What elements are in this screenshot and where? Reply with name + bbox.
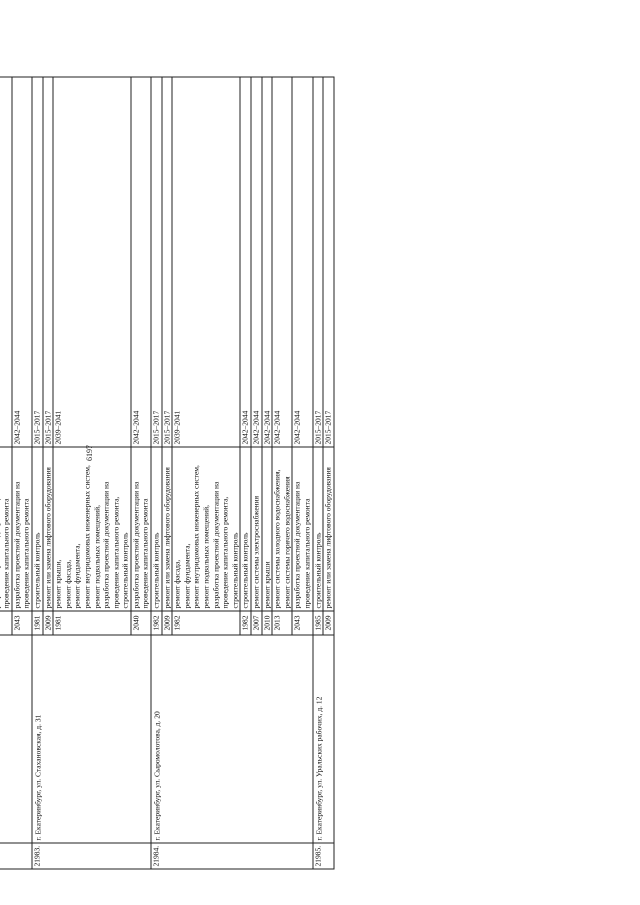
works-cell xyxy=(53,447,131,611)
work-line: проведение капитального ремонта xyxy=(302,498,312,609)
period-cell: 2042–2044 xyxy=(12,77,32,447)
work-line: проведение капитального ремонта xyxy=(140,498,150,609)
object-number: 21983. xyxy=(32,843,151,869)
year-cell xyxy=(0,611,12,635)
year-cell: 1982 xyxy=(172,611,240,635)
work-line: ремонт подвальных помещений, xyxy=(92,505,101,609)
year-cell: 2009 xyxy=(43,611,54,635)
works-cell xyxy=(162,447,173,611)
work-line: строительный контроль xyxy=(240,532,250,609)
period-cell: 2042–2044 xyxy=(131,77,151,447)
works-cell xyxy=(240,447,251,611)
work-line: ремонт крыши, xyxy=(53,559,63,609)
period-cell: 2015–2017 xyxy=(151,77,162,447)
year-cell: 1982 xyxy=(240,611,251,635)
works-cell xyxy=(32,447,43,611)
work-line: ремонт фасада, xyxy=(172,559,182,609)
year-cell: 2010 xyxy=(262,611,273,635)
work-line: разработка проектной документации на xyxy=(131,481,141,609)
work-line: разработка проектной документации на xyxy=(211,481,221,609)
works-cell xyxy=(131,447,151,611)
year-cell: 2009 xyxy=(323,611,334,635)
work-line: проведение капитального ремонта xyxy=(21,498,31,609)
work-line: строительный контроль xyxy=(151,532,161,609)
works-cell xyxy=(292,447,312,611)
period-cell: 2015–2017 xyxy=(32,77,43,447)
work-line: ремонт фасада, xyxy=(63,559,73,609)
period-cell xyxy=(0,77,12,447)
rotated-table-container xyxy=(0,78,414,870)
period-cell: 2042–2044 xyxy=(272,77,292,447)
works-cell xyxy=(172,447,240,611)
year-cell: 2043 xyxy=(292,611,312,635)
year-cell: 2013 xyxy=(272,611,292,635)
work-line: ремонт крыши xyxy=(262,561,272,609)
object-address: г. Екатеринбург, ул. Уральских рабочих, д. 12 xyxy=(313,635,334,843)
period-cell: 2039–2041 xyxy=(172,77,240,447)
table-row xyxy=(32,77,43,869)
period-cell: 2042–2044 xyxy=(240,77,251,447)
year-cell: 1982 xyxy=(151,611,162,635)
year-cell: 1985 xyxy=(313,611,324,635)
work-line: ремонт внутридомовых инженерных систем, xyxy=(191,465,201,609)
work-line: ремонт фундамента, xyxy=(72,543,82,609)
work-line: строительный контроль xyxy=(230,532,240,609)
work-line: разработка проектной документации на xyxy=(292,481,302,609)
table-body xyxy=(0,77,334,869)
works-cell xyxy=(0,447,12,611)
period-cell: 2015–2017 xyxy=(43,77,54,447)
year-cell: 2043 xyxy=(12,611,32,635)
work-line: проведение капитального ремонта, xyxy=(220,496,230,609)
works-cell xyxy=(251,447,262,611)
works-cell xyxy=(43,447,54,611)
period-cell: 2015–2017 xyxy=(313,77,324,447)
object-address xyxy=(0,635,32,843)
year-cell: 1981 xyxy=(53,611,131,635)
works-cell xyxy=(12,447,32,611)
table-row xyxy=(313,77,324,869)
work-line: строительный контроль xyxy=(120,532,130,609)
object-number: 21985. xyxy=(313,843,334,869)
works-cell xyxy=(151,447,162,611)
year-cell: 2007 xyxy=(251,611,262,635)
capital-repair-table xyxy=(0,77,334,870)
year-cell: 1981 xyxy=(32,611,43,635)
object-number xyxy=(0,843,32,869)
period-cell: 2015–2017 xyxy=(323,77,334,447)
period-cell: 2039–2041 xyxy=(53,77,131,447)
period-cell: 2042–2044 xyxy=(251,77,262,447)
work-line: разработка проектной документации на xyxy=(12,481,22,609)
year-cell: 2040 xyxy=(131,611,151,635)
work-line: строительный контроль xyxy=(313,532,323,609)
period-cell: 2042–2044 xyxy=(292,77,312,447)
work-line: проведение капитального ремонта xyxy=(1,498,11,609)
work-line: ремонт или замена лифтового оборудования xyxy=(162,467,172,609)
work-line: ремонт или замена лифтового оборудования xyxy=(323,467,333,609)
work-line: проведение капитального ремонта, xyxy=(111,496,121,609)
work-line: ремонт системы холодного водоснабжения, xyxy=(272,469,282,609)
period-cell: 2015–2017 xyxy=(162,77,173,447)
works-cell xyxy=(272,447,292,611)
table-row xyxy=(151,77,162,869)
object-address: г. Екатеринбург, ул. Сыромолотова, д. 20 xyxy=(151,635,313,843)
object-number: 21984. xyxy=(151,843,313,869)
works-cell xyxy=(313,447,324,611)
object-address: г. Екатеринбург, ул. Стахановская, д. 31 xyxy=(32,635,151,843)
work-line: ремонт системы электроснабжения xyxy=(251,495,261,609)
works-cell xyxy=(262,447,273,611)
work-line: разработка проектной документации на xyxy=(101,481,111,609)
year-cell: 2009 xyxy=(162,611,173,635)
page-number: 6197 xyxy=(85,445,94,461)
work-line: ремонт внутридомовых инженерных систем, xyxy=(82,465,92,609)
work-line: ремонт системы горячего водоснабжения xyxy=(282,476,292,609)
period-cell: 2042–2044 xyxy=(262,77,273,447)
work-line: ремонт или замена лифтового оборудования xyxy=(43,467,53,609)
works-cell xyxy=(323,447,334,611)
work-line: ремонт фундамента, xyxy=(182,543,192,609)
work-line: строительный контроль xyxy=(32,532,42,609)
work-line: ремонт подвальных помещений, xyxy=(201,505,211,609)
